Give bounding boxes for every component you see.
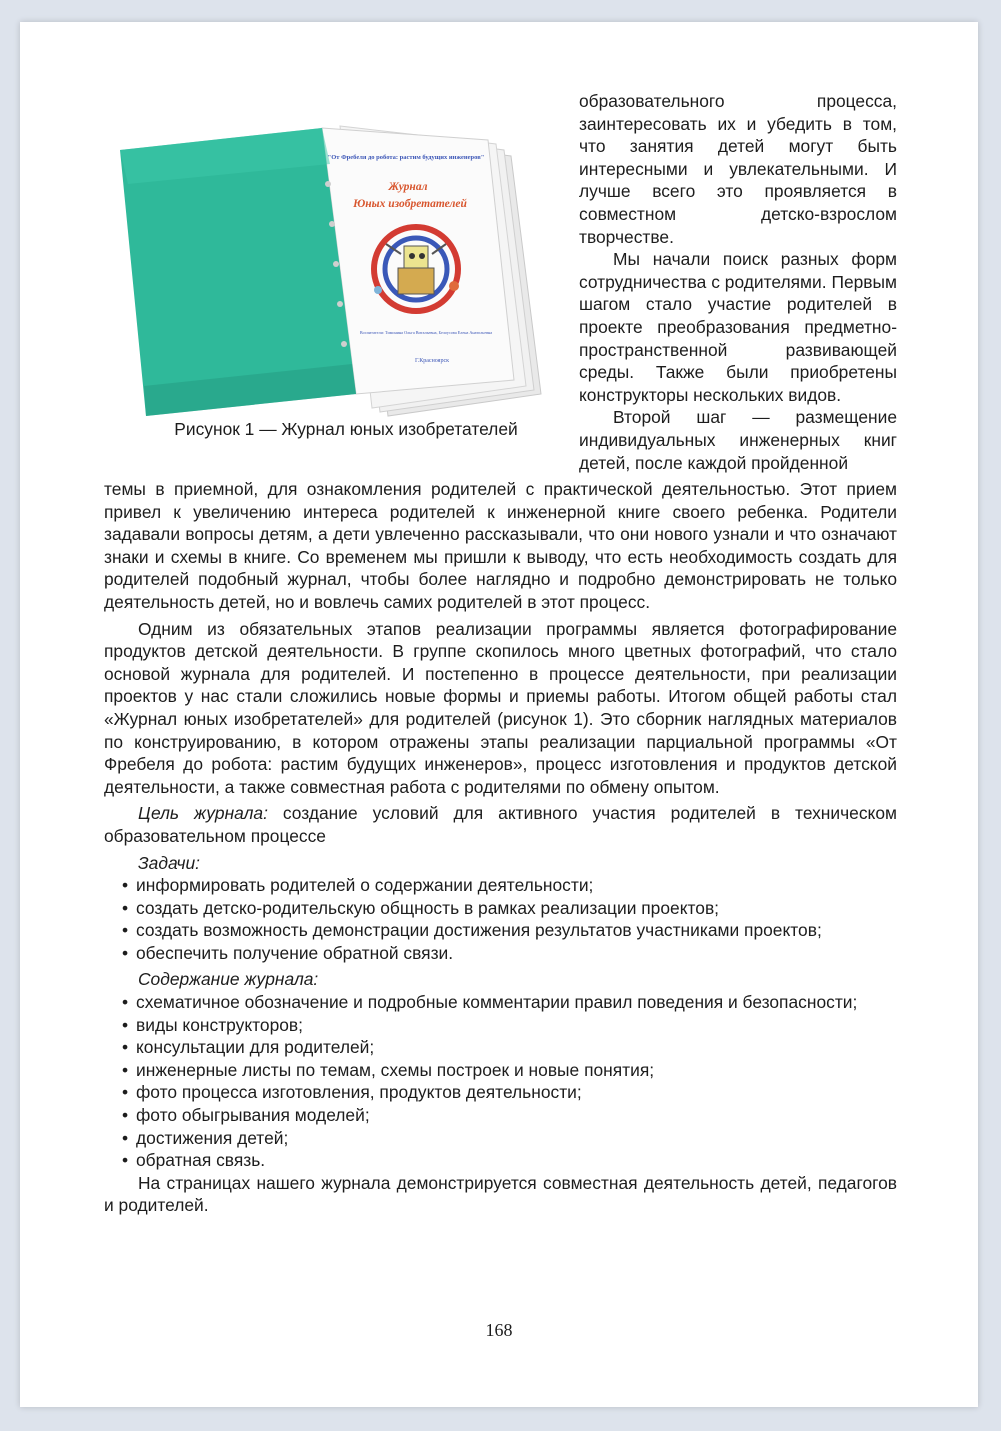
closing-paragraph: На страницах нашего журнала демонстрируется совместная деятельность детей, педагогов и родителей.	[104, 1172, 897, 1216]
cover-emblem	[374, 227, 459, 311]
main-body	[104, 478, 897, 1217]
list-item: • виды конструкторов;	[104, 1014, 897, 1037]
cover-title-2: Юных изобретателей	[353, 198, 467, 210]
list-item: • консультации для родителей;	[104, 1036, 897, 1059]
list-item: • обратная связь.	[104, 1149, 897, 1172]
document-page	[20, 22, 978, 1407]
figure-caption: Рисунок 1 — Журнал юных изобретателей	[174, 419, 518, 439]
goal-text: создание условий для активного участия родителей в техническом образовательном процессе	[104, 803, 897, 846]
list-item: • информировать родителей о содержании деятельности;	[104, 874, 897, 897]
list-item: • достижения детей;	[104, 1127, 897, 1150]
content-list	[104, 991, 897, 1172]
goal-label: Цель журнала:	[138, 803, 268, 824]
list-item: • фото процесса изготовления, продуктов деятельности;	[104, 1081, 897, 1104]
paragraph: образовательного процесса, заинтересовать их и убедить в том, что занятия детей могут быть интересными и увлекательными. И лучше всего это проявляется в совместном детско-взрослом творчестве.	[579, 91, 897, 247]
cover-city: Г.Красноярск	[414, 358, 450, 364]
list-item: • схематичное обозначение и подробные комментарии правил поведения и безопасности;	[104, 991, 897, 1014]
list-item: • фото обыгрывания моделей;	[104, 1104, 897, 1127]
goal-paragraph	[104, 802, 897, 847]
list-item: • инженерные листы по темам, схемы построек и новые понятия;	[104, 1059, 897, 1082]
list-item: • обеспечить получение обратной связи.	[104, 942, 897, 965]
page-number: 168	[485, 1320, 513, 1340]
paragraph: Одним из обязательных этапов реализации программы является фотографирование продуктов детской деятельности. В группе скопилось много цветных фотографий, что стало основой журнала для родителей. И постепенно в процессе деятельности, при реализации проектов у нас стали сложились новые формы и приемы работы. Итогом общей работы стал «Журнал юных изобретателей» для родителей (рисунок 1). Это сборник наглядных материалов по конструированию, в котором отражены этапы реализации парциальной программы «От Фребеля до робота: растим будущих инженеров», процесс изготовления и продуктов детской деятельности, а также совместная работа с родителями по обмену опытом.	[104, 618, 897, 797]
tasks-list	[104, 874, 897, 964]
journal-photo	[116, 94, 566, 424]
right-column	[579, 90, 897, 474]
list-item: • создать возможность демонстрации достижения результатов участниками проектов;	[104, 919, 897, 942]
journal-illustration	[116, 94, 566, 424]
tasks-label: Задачи:	[138, 852, 200, 873]
content-label: Содержание журнала:	[138, 969, 319, 990]
paragraph: Второй шаг — размещение индивидуальных инженерных книг детей, после каждой пройденной	[579, 407, 897, 473]
paragraph: Мы начали поиск разных форм сотрудничества с родителями. Первым шагом стало участие родителей в проекте преобразования предметно-пространственной развивающей среды. Также были приобретены конструкторы нескольких видов.	[579, 249, 897, 405]
list-item: • создать детско-родительскую общность в рамках реализации проектов;	[104, 897, 897, 920]
cover-authors: Воспитатели: Тимонина Ольга Витальевна, Белоусова Елена Анатольевна	[359, 330, 493, 335]
paragraph: темы в приемной, для ознакомления родителей с практической деятельностью. Этот прием привел к увеличению интереса родителей к инженерной книге своего ребенка. Родители задавали вопросы детям, а дети увлеченно рассказывали, что они нового узнали и что означают знаки и схемы в книге. Со временем мы пришли к выводу, что есть необходимость создать для родителей подобный журнал, чтобы более наглядно и подробно демонстрировать не только деятельность детей, но и вовлечь самих родителей в этот процесс.	[104, 479, 897, 612]
cover-top-text: "От Фребеля до робота: растим будущих инженеров"	[327, 154, 485, 161]
cover-title-1: Журнал	[388, 181, 428, 193]
